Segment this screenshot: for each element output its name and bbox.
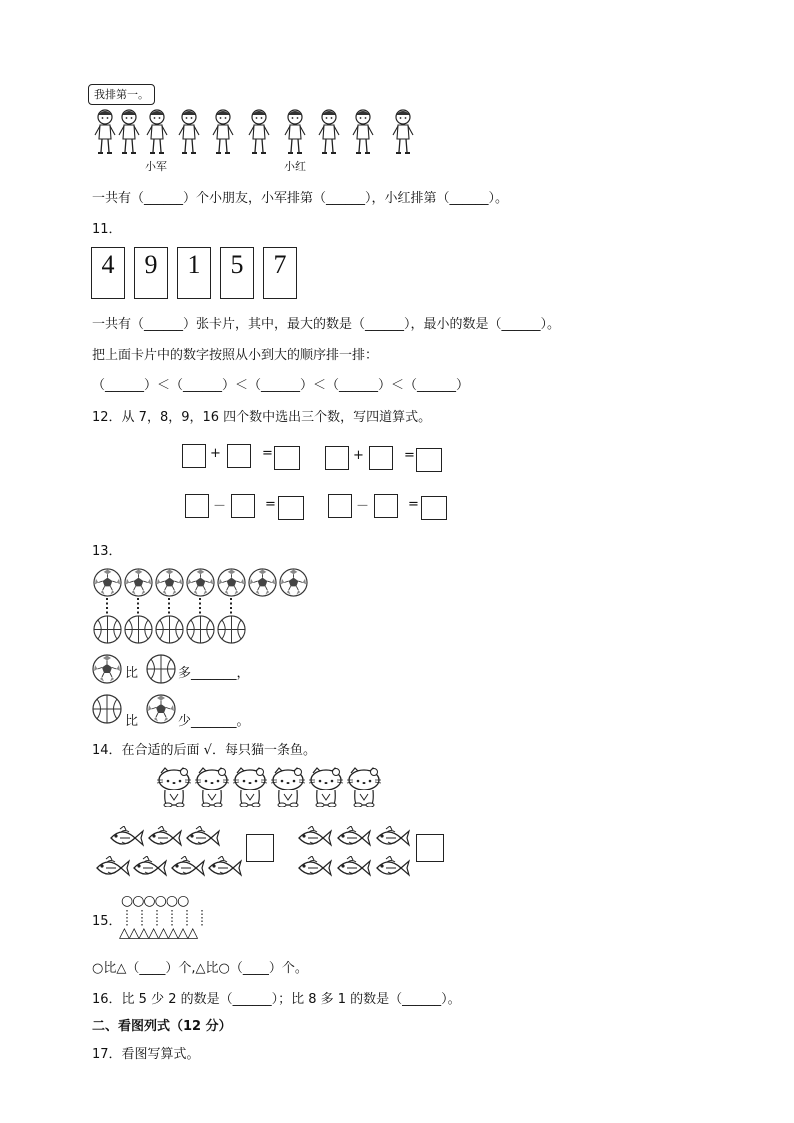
number-card: 7	[263, 247, 297, 299]
q11-line1: 一共有（______）张卡片，其中，最大的数是（______），最小的数是（______）。	[92, 317, 561, 332]
basketball-icon	[92, 694, 122, 724]
bi-text: 比	[125, 666, 139, 681]
bi-text: 比	[125, 714, 139, 729]
fish-icon	[94, 856, 130, 880]
dotted-connector	[136, 598, 140, 616]
soccer-ball-icon	[186, 568, 215, 597]
basketball-icon	[217, 615, 246, 644]
plus-sign: +	[210, 446, 221, 461]
answer-box[interactable]	[182, 444, 206, 468]
answer-box[interactable]	[185, 494, 209, 518]
fish-icon	[184, 826, 220, 850]
number-card: 4	[91, 247, 125, 299]
answer-box[interactable]	[374, 494, 398, 518]
q14-prompt: 14．在合适的后面 √．每只猫一条鱼。	[92, 743, 316, 758]
plus-sign: +	[353, 448, 364, 463]
child-figure	[248, 108, 270, 156]
dotted-connector	[167, 598, 171, 616]
minus-sign: －	[213, 499, 227, 514]
answer-box[interactable]	[231, 494, 255, 518]
soccer-ball-icon	[217, 568, 246, 597]
soccer-ball-icon	[146, 694, 176, 724]
circles-row: ○○○○○○	[121, 893, 189, 909]
fish-icon	[374, 856, 410, 880]
q15-question: ○比△（____）个,△比○（____）个。	[92, 961, 308, 976]
answer-box[interactable]	[227, 444, 251, 468]
fish-icon	[206, 856, 242, 880]
cat-icon	[232, 767, 268, 807]
child-figure	[392, 108, 414, 156]
q11-number: 11．	[92, 222, 122, 237]
dotted-connectors	[121, 910, 211, 926]
cat-icon	[194, 767, 230, 807]
basketball-icon	[186, 615, 215, 644]
child-figure	[284, 108, 306, 156]
soccer-ball-icon	[93, 568, 122, 597]
fish-icon	[169, 856, 205, 880]
child-figure	[352, 108, 374, 156]
basketball-icon	[124, 615, 153, 644]
q10-question: 一共有（______）个小朋友，小军排第（______），小红排第（______）。	[92, 191, 509, 206]
q12-prompt: 12．从 7，8，9，16 四个数中选出三个数，写四道算式。	[92, 410, 432, 425]
fish-icon	[131, 856, 167, 880]
answer-box[interactable]	[369, 446, 393, 470]
fish-icon	[296, 856, 332, 880]
q17-prompt: 17．看图写算式。	[92, 1047, 200, 1062]
child-figure	[178, 108, 200, 156]
q11-line3: （______）＜（______）＜（______）＜（______）＜（______）	[92, 378, 470, 393]
fish-icon	[108, 826, 144, 850]
equals-sign: =	[408, 497, 419, 512]
fish-icon	[296, 826, 332, 850]
soccer-ball-icon	[92, 654, 122, 684]
child-figure	[146, 108, 168, 156]
equals-sign: =	[265, 497, 276, 512]
label-xiaojun: 小军	[145, 160, 167, 173]
fish-icon	[374, 826, 410, 850]
q11-line2: 把上面卡片中的数字按照从小到大的顺序排一排：	[92, 348, 379, 363]
child-figure	[94, 108, 116, 156]
section-title: 二、看图列式（12 分）	[92, 1019, 232, 1034]
answer-box[interactable]	[278, 496, 304, 520]
check-box-a[interactable]	[246, 834, 274, 862]
cat-icon	[156, 767, 192, 807]
q13-line2-end: 少_______。	[178, 714, 250, 729]
child-figure	[318, 108, 340, 156]
speech-bubble: 我排第一。	[88, 84, 155, 105]
q13-number: 13．	[92, 544, 122, 559]
answer-box[interactable]	[274, 446, 300, 470]
fish-icon	[146, 826, 182, 850]
dotted-connector	[105, 598, 109, 616]
q15-number: 15．	[92, 914, 122, 929]
check-box-b[interactable]	[416, 834, 444, 862]
q16-question: 16．比 5 少 2 的数是（______）；比 8 多 1 的数是（______）。	[92, 992, 461, 1007]
answer-box[interactable]	[416, 448, 442, 472]
dotted-connector	[229, 598, 233, 616]
dotted-connector	[198, 598, 202, 616]
answer-box[interactable]	[325, 446, 349, 470]
soccer-ball-icon	[155, 568, 184, 597]
q13-line1-end: 多_______，	[178, 666, 250, 681]
soccer-ball-icon	[124, 568, 153, 597]
child-figure	[212, 108, 234, 156]
answer-box[interactable]	[421, 496, 447, 520]
fish-icon	[335, 826, 371, 850]
cat-icon	[346, 767, 382, 807]
basketball-icon	[93, 615, 122, 644]
equals-sign: =	[262, 446, 273, 461]
soccer-ball-icon	[279, 568, 308, 597]
cat-icon	[270, 767, 306, 807]
minus-sign: －	[356, 499, 370, 514]
answer-box[interactable]	[328, 494, 352, 518]
label-xiaohong: 小红	[284, 160, 306, 173]
child-figure	[118, 108, 140, 156]
number-card: 5	[220, 247, 254, 299]
soccer-ball-icon	[248, 568, 277, 597]
triangles-row: △△△△△△△△	[119, 925, 198, 941]
basketball-icon	[155, 615, 184, 644]
number-card: 9	[134, 247, 168, 299]
cat-icon	[308, 767, 344, 807]
equals-sign: =	[404, 448, 415, 463]
number-card: 1	[177, 247, 211, 299]
basketball-icon	[146, 654, 176, 684]
fish-icon	[335, 856, 371, 880]
